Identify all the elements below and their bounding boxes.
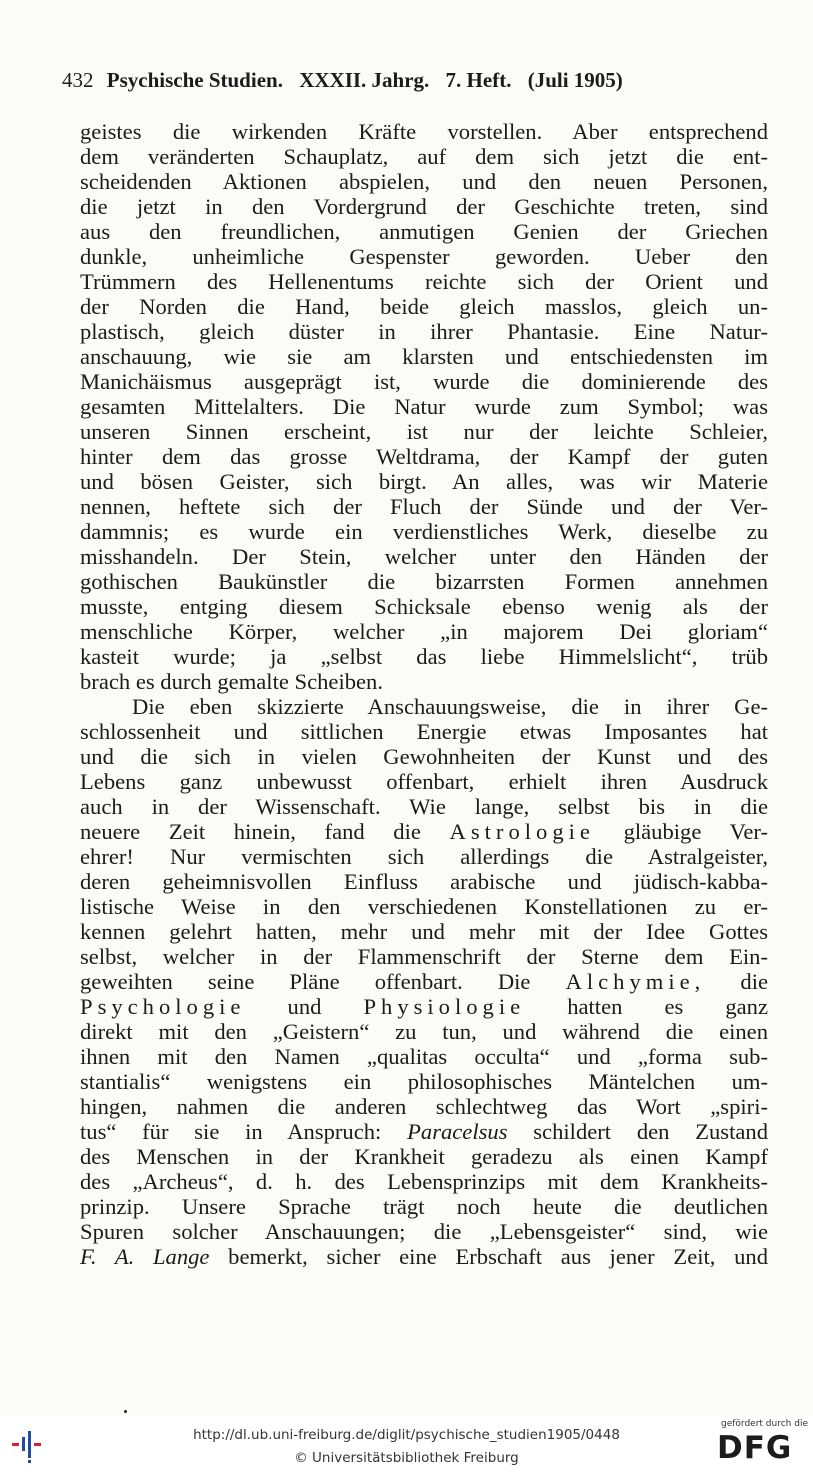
- text-line: stantialis“ wenigstens ein philosophisches Mäntelchen um-: [80, 1069, 768, 1094]
- text-line: der Norden die Hand, beide gleich masslos, gleich un-: [80, 294, 768, 319]
- date: (Juli 1905): [527, 68, 623, 92]
- page-number: 432: [62, 68, 94, 92]
- text-line: Lebens ganz unbewusst offenbart, erhielt ihren Ausdruck: [80, 769, 768, 794]
- text-line: auch in der Wissenschaft. Wie lange, selbst bis in die: [80, 794, 768, 819]
- text-line: gesamten Mittelalters. Die Natur wurde zum Symbol; was: [80, 394, 768, 419]
- italic-name: Paracelsus: [407, 1119, 508, 1144]
- text-line: unseren Sinnen erscheint, ist nur der leichte Schleier,: [80, 419, 768, 444]
- funder-caption: gefördert durch die: [721, 1419, 808, 1429]
- text-line: dem veränderten Schauplatz, auf dem sich jetzt die ent-: [80, 144, 768, 169]
- text-segment: hatten es ganz: [567, 994, 768, 1019]
- journal-title: Psychische Studien.: [106, 68, 283, 92]
- text-segment: schildert den Zustand: [533, 1119, 768, 1144]
- text-line: ihnen mit den Namen „qualitas occulta“ und „forma sub-: [80, 1044, 768, 1069]
- text-segment: neuere Zeit hinein, fand die: [80, 819, 421, 844]
- text-line: hingen, nahmen die anderen schlechtweg das Wort „spiri-: [80, 1094, 768, 1119]
- spaced-term: Physiologie: [363, 994, 526, 1019]
- text-line: prinzip. Unsere Sprache trägt noch heute die deutlichen: [80, 1194, 768, 1219]
- text-line: gothischen Baukünstler die bizarrsten Formen annehmen: [80, 569, 768, 594]
- text-line: und die sich in vielen Gewohnheiten der Kunst und des: [80, 744, 768, 769]
- text-segment: die: [740, 969, 769, 994]
- text-line: brach es durch gemalte Scheiben.: [80, 669, 384, 694]
- text-line: Die eben skizzierte Anschauungsweise, die in ihrer Ge-: [132, 694, 768, 719]
- text-line: dammnis; es wurde ein verdienstliches Werk, dieselbe zu: [80, 519, 768, 544]
- text-line: nennen, heftete sich der Fluch der Sünde und der Ver-: [80, 494, 768, 519]
- text-line: musste, entging diesem Schicksale ebenso wenig als der: [80, 594, 768, 619]
- text-line: dunkle, unheimliche Gespenster geworden. Ueber den: [80, 244, 768, 269]
- text-line: [80, 994, 768, 1019]
- body-text: [80, 119, 768, 1269]
- dfg-logo: DFG: [717, 1430, 793, 1466]
- scan-speck: [124, 1410, 127, 1413]
- text-line: kennen gelehrt hatten, mehr und mehr mit der Idee Gottes: [80, 919, 768, 944]
- text-line: [80, 969, 768, 994]
- text-line: kasteit wurde; ja „selbst das liebe Himmelslicht“, trüb: [80, 644, 768, 669]
- footer-bar: [0, 1415, 813, 1473]
- text-line: und bösen Geister, sich birgt. An alles, was wir Materie: [80, 469, 768, 494]
- text-line: listische Weise in den verschiedenen Konstellationen zu er-: [80, 894, 768, 919]
- text-segment: geweihten seine Pläne offenbart. Die: [80, 969, 531, 994]
- text-line: Spuren solcher Anschauungen; die „Lebensgeister“ sind, wie: [80, 1219, 768, 1244]
- text-segment: gläubige Ver-: [623, 819, 769, 844]
- text-line: anschauung, wie sie am klarsten und entschiedensten im: [80, 344, 768, 369]
- text-line: [80, 1244, 768, 1269]
- text-line: die jetzt in den Vordergrund der Geschichte treten, sind: [80, 194, 768, 219]
- text-line: aus den freundlichen, anmutigen Genien der Griechen: [80, 219, 768, 244]
- text-line: [80, 819, 768, 844]
- copyright-notice: © Universitätsbibliothek Freiburg: [294, 1450, 519, 1466]
- text-line: Trümmern des Hellenentums reichte sich der Orient und: [80, 269, 768, 294]
- issue: 7. Heft.: [445, 68, 512, 92]
- text-line: direkt mit den „Geistern“ zu tun, und während die einen: [80, 1019, 768, 1044]
- volume: XXXII. Jahrg.: [299, 68, 430, 92]
- text-line: schlossenheit und sittlichen Energie etwas Imposantes hat: [80, 719, 768, 744]
- text-line: [80, 1119, 768, 1144]
- spaced-term: Alchymie,: [565, 969, 706, 994]
- text-segment: bemerkt, sicher eine Erbschaft aus jener Zeit, und: [228, 1244, 769, 1269]
- text-line: des Menschen in der Krankheit geradezu als einen Kampf: [80, 1144, 768, 1169]
- text-line: menschliche Körper, welcher „in majorem Dei gloriam“: [80, 619, 768, 644]
- text-line: deren geheimnisvollen Einfluss arabische und jüdisch-kabba-: [80, 869, 768, 894]
- text-line: plastisch, gleich düster in ihrer Phantasie. Eine Natur-: [80, 319, 768, 344]
- running-header: [62, 68, 762, 93]
- italic-name: F. A. Lange: [80, 1244, 210, 1269]
- text-line: ehrer! Nur vermischten sich allerdings die Astralgeister,: [80, 844, 768, 869]
- text-segment: und: [287, 994, 322, 1019]
- text-line: scheidenden Aktionen abspielen, und den neuen Personen,: [80, 169, 768, 194]
- text-line: hinter dem das grosse Weltdrama, der Kampf der guten: [80, 444, 768, 469]
- text-line: geistes die wirkenden Kräfte vorstellen. Aber entsprechend: [80, 119, 768, 144]
- permalink-url[interactable]: http://dl.ub.uni-freiburg.de/diglit/psychische_studien1905/0448: [193, 1427, 620, 1443]
- text-line: des „Archeus“, d. h. des Lebensprinzips mit dem Krankheits-: [80, 1169, 768, 1194]
- spaced-term: Psychologie: [80, 994, 246, 1019]
- text-line: misshandeln. Der Stein, welcher unter den Händen der: [80, 544, 768, 569]
- text-line: Manichäismus ausgeprägt ist, wurde die dominierende des: [80, 369, 768, 394]
- spaced-term: Astrologie: [449, 819, 595, 844]
- text-line: selbst, welcher in der Flammenschrift der Sterne dem Ein-: [80, 944, 768, 969]
- text-segment: tus“ für sie in Anspruch:: [80, 1119, 382, 1144]
